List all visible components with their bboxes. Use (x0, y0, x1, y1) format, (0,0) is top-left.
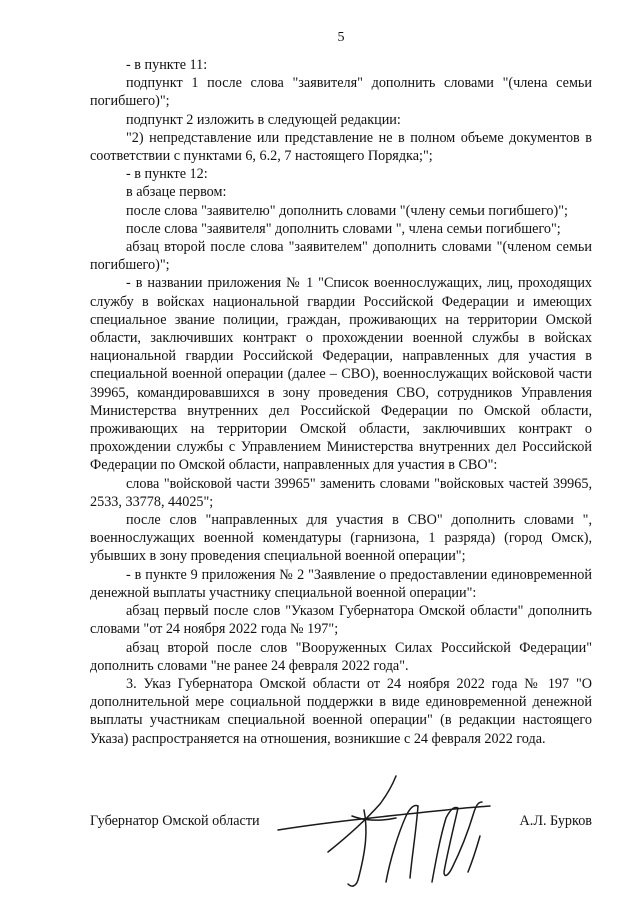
paragraph: подпункт 1 после слова "заявителя" дополнить словами "(члена семьи погибшего)"; (90, 75, 592, 110)
paragraph: абзац второй после слова "заявителем" дополнить словами "(членом семьи погибшего)"; (90, 239, 592, 274)
paragraph: "2) непредставление или представление не в полном объеме документов в соответствии с пунктами 6, 6.2, 7 настоящего Порядка;"; (90, 129, 592, 165)
paragraph: - в пункте 9 приложения № 2 "Заявление о предоставлении единовременной денежной выплаты участнику специальной военной операции": (90, 566, 592, 601)
paragraph: - в пункте 12: (126, 166, 208, 183)
signatory-name: А.Л. Бурков (519, 813, 592, 829)
paragraph: - в названии приложения № 1 "Список военнослужащих, лиц, проходящих службу в войсках национальной гвардии Российской Федерации и имеющих специальное звание полиции, граждан, проживающих на территории Омской области, заключивших контракт о прохождении военной службы в войсках национальной гвардии Российской Федерации, направленных для участия в специальной военной операции (далее – СВО), военнослужащих войсковой части 39965, командировавшихся в зону проведения СВО, сотрудников Управления Министерства внутренних дел Российской Федерации по Омской области, проживающих на территории Омской области, заключивших контракт о прохождении службы с Управлением Министерства внутренних дел Российской Федерации по Омской области, направленных для участия в СВО": (90, 275, 592, 474)
document-body (90, 56, 592, 748)
paragraph: слова "войсковой части 39965" заменить словами "войсковых частей 39965, 2533, 33778, 44025"; (90, 475, 592, 510)
paragraph: после слова "заявителя" дополнить словами ", члена семьи погибшего"; (126, 220, 561, 237)
paragraph: - в пункте 11: (126, 57, 208, 73)
page-number: 5 (337, 30, 345, 45)
signatory-position: Губернатор Омской области (90, 813, 260, 829)
paragraph: абзац второй после слов "Вооруженных Силах Российской Федерации" дополнить словами "не ранее 24 февраля 2022 года". (90, 639, 592, 674)
paragraph: после слов "направленных для участия в СВО" дополнить словами ", военнослужащих военной комендатуры (гарнизона, 1 разряда) (город Омск), убывших в зону проведения специальной военной операции"; (90, 512, 592, 565)
paragraph: после слова "заявителю" дополнить словами "(члену семьи погибшего)"; (126, 202, 568, 219)
handwritten-signature (268, 772, 516, 890)
paragraph: 3. Указ Губернатора Омской области от 24 ноября 2022 года № 197 "О дополнительной мере социальной поддержки в виде единовременной денежной выплаты участникам специальной военной операции" (в редакции настоящего Указа) распространяется на отношения, возникшие с 24 февраля 2022 года. (90, 675, 592, 747)
paragraph: подпункт 2 изложить в следующей редакции: (126, 111, 401, 128)
paragraph: абзац первый после слов "Указом Губернатора Омской области" дополнить словами "от 24 ноября 2022 года № 197"; (90, 603, 592, 638)
paragraph: в абзаце первом: (126, 184, 227, 201)
